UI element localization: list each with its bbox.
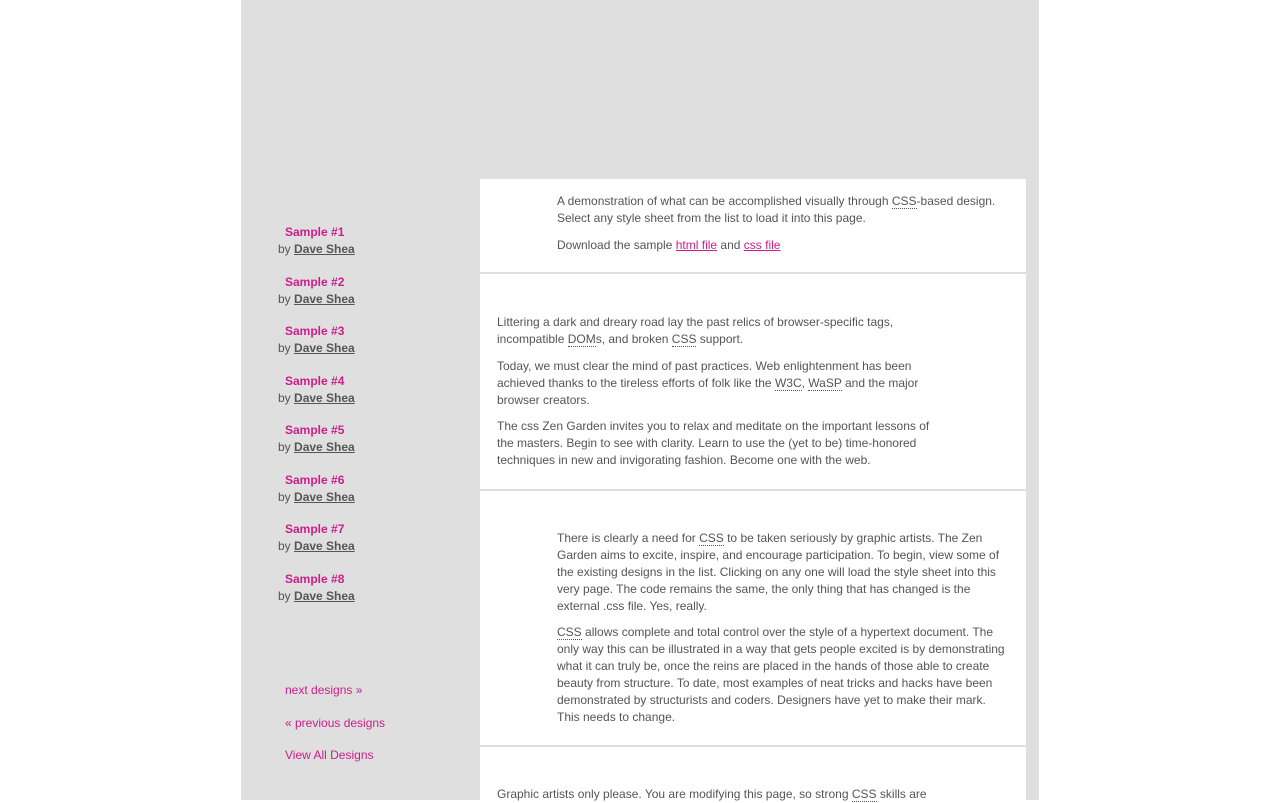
- view-all-designs-link[interactable]: View All Designs: [285, 748, 374, 762]
- author-link[interactable]: Dave Shea: [294, 539, 355, 553]
- design-title-link[interactable]: Sample #1: [285, 225, 345, 239]
- participation-paragraph-2: CSS allows complete and total control over the style of a hypertext document. The only way this can be illustrated in a way that gets people excited is by demonstrating what it can truly be, once the reins are placed in the hands of those able to create beauty from structure. To date, most examples of neat tricks and hacks have been demonstrated by structurists and coders. Designers have yet to make their mark. This needs to change.: [557, 625, 1005, 724]
- html-file-link[interactable]: html file: [675, 238, 718, 252]
- design-item: [278, 274, 478, 308]
- previous-designs-link[interactable]: « previous designs: [285, 716, 386, 730]
- by-label: by: [278, 242, 291, 256]
- author-link[interactable]: Dave Shea: [294, 391, 355, 405]
- by-label: by: [278, 490, 291, 504]
- explanation-paragraph-1: Littering a dark and dreary road lay the past relics of browser-specific tags, incompatible DOMs, and broken CSS support.: [497, 315, 894, 346]
- page-container: [241, 0, 1039, 800]
- wasp-abbr: WaSP: [808, 376, 842, 390]
- section-divider: [480, 745, 1026, 747]
- design-item: [278, 224, 478, 258]
- author-link[interactable]: Dave Shea: [294, 440, 355, 454]
- design-title-link[interactable]: Sample #2: [285, 275, 345, 289]
- by-label: by: [278, 391, 291, 405]
- author-link[interactable]: Dave Shea: [294, 341, 355, 355]
- design-item: [278, 422, 478, 456]
- section-divider: [480, 489, 1026, 491]
- design-list-sidebar: [241, 0, 480, 800]
- intro-download: Download the sample html file and css file: [557, 238, 781, 252]
- explanation-paragraph-3: The css Zen Garden invites you to relax and meditate on the important lessons of the masters. Begin to see with clarity. Learn to use the (yet to be) time-honored techniques in new and invigorating fashion. Become one with the web.: [497, 419, 930, 467]
- author-link[interactable]: Dave Shea: [294, 490, 355, 504]
- by-label: by: [278, 539, 291, 553]
- by-label: by: [278, 341, 291, 355]
- design-item: [278, 373, 478, 407]
- benefits-paragraph-1: Graphic artists only please. You are modifying this page, so strong CSS skills are: [497, 787, 927, 801]
- css-abbr: CSS: [671, 332, 697, 346]
- participation-paragraph-1: There is clearly a need for CSS to be taken seriously by graphic artists. The Zen Garden aims to excite, inspire, and encourage participation. To begin, view some of the existing designs in the list. Clicking on any one will load the style sheet into this very page. The code remains the same, the only thing that has changed is the external .css file. Yes, really.: [557, 531, 1000, 613]
- by-label: by: [278, 292, 291, 306]
- dom-abbr: DOM: [567, 332, 596, 346]
- author-link[interactable]: Dave Shea: [294, 292, 355, 306]
- next-designs-link[interactable]: next designs »: [285, 683, 363, 697]
- by-label: by: [278, 440, 291, 454]
- main-content: [480, 179, 1026, 800]
- css-abbr: CSS: [891, 194, 917, 208]
- css-file-link[interactable]: css file: [743, 238, 781, 252]
- design-title-link[interactable]: Sample #3: [285, 324, 345, 338]
- w3c-abbr: W3C: [774, 376, 802, 390]
- author-link[interactable]: Dave Shea: [294, 589, 355, 603]
- design-title-link[interactable]: Sample #4: [285, 374, 345, 388]
- design-item: [278, 472, 478, 506]
- css-abbr: CSS: [851, 787, 877, 801]
- css-abbr: CSS: [699, 531, 724, 545]
- explanation-paragraph-2: Today, we must clear the mind of past practices. Web enlightenment has been achieved thanks to the tireless efforts of folk like the W3C, WaSP and the major browser creators.: [497, 359, 919, 407]
- design-title-link[interactable]: Sample #5: [285, 423, 345, 437]
- design-item: [278, 571, 478, 605]
- intro-summary: A demonstration of what can be accomplished visually through CSS-based design. Select any style sheet from the list to load it into this page.: [557, 194, 996, 225]
- by-label: by: [278, 589, 291, 603]
- design-item: [278, 323, 478, 357]
- design-title-link[interactable]: Sample #6: [285, 473, 345, 487]
- design-title-link[interactable]: Sample #7: [285, 522, 345, 536]
- design-item: [278, 521, 478, 555]
- css-abbr: CSS: [557, 625, 582, 639]
- section-divider: [480, 272, 1026, 274]
- author-link[interactable]: Dave Shea: [294, 242, 355, 256]
- design-title-link[interactable]: Sample #8: [285, 572, 345, 586]
